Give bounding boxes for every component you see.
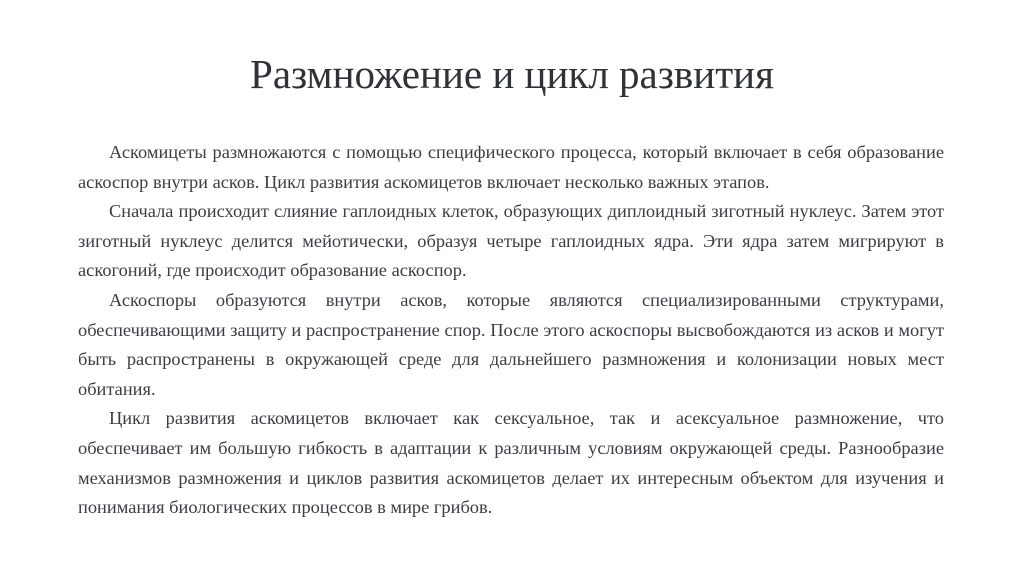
paragraph-life-cycle-summary: Цикл развития аскомицетов включает как сексуальное, так и асексуальное размножение, что обеспечивает им большую гибкость в адаптации к различным условиям окружающей среды. Разнообразие механизмов размножения и циклов развития аскомицетов делает их интересным объектом для изучения и понимания биологических процессов в мире грибов. bbox=[78, 408, 944, 518]
slide-body bbox=[78, 138, 944, 523]
slide-title: Размножение и цикл развития bbox=[250, 51, 774, 97]
paragraph-ascospores: Аскоспоры образуются внутри асков, которые являются специализированными структурами, обеспечивающими защиту и распространение спор. После этого аскоспоры высвобождаются из асков и могут быть распространены в окружающей среде для дальнейшего размножения и колонизации новых мест обитания. bbox=[78, 289, 944, 399]
paragraph-reproduction-intro: Аскомицеты размножаются с помощью специфического процесса, который включает в себя образование аскоспор внутри асков. Цикл развития аскомицетов включает несколько важных этапов. bbox=[78, 142, 944, 192]
paragraph-zygote-meiosis: Сначала происходит слияние гаплоидных клеток, образующих диплоидный зиготный нуклеус. Затем этот зиготный нуклеус делится мейотически, образуя четыре гаплоидных ядра. Эти ядра затем мигрируют в аскогоний, где происходит образование аскоспор. bbox=[78, 201, 944, 281]
